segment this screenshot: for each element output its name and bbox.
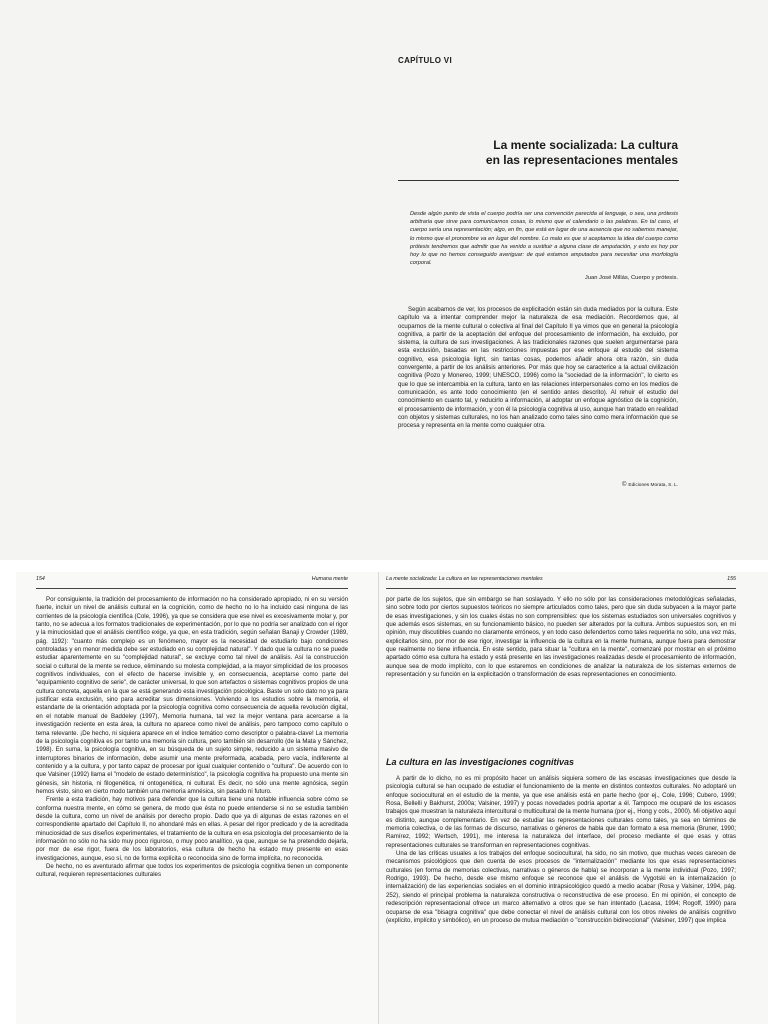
right-paragraph-2: A partir de lo dicho, no es mi propósito hacer un análisis siquiera somero de las escasas investigaciones que desde la psicología cultural se han ocupado de estudiar el funcionamiento de la mente en distintos contextos culturales. No adoptaré un enfoque sociocultural en el estudio de la mente, ya que ese análisis está en parte hecho (por ej., Cole, 1996; Cubero, 1999; Rosa, Bellelli y Bakhurst, 2000a; Valsiner, 1997) y pocas novedades podría aportar a él. Tampoco me ocuparé de los escasos trabajos que muestran la naturaleza intercultural o multicultural de la mente humana (por ej., Hong y cols., 2000). Mi objetivo aquí es distinto, aunque complementario. En vez de estudiar las representaciones culturales como tales, ya sea en términos de memoria colectiva, o de las formas de discurso, narrativas o géneros de habla que dan formato a esa memoria (Bruner, 1990; Ramírez, 1992; Wertsch, 1991), me interesa la naturaleza del interface, del proceso mediante el que esas y otras representaciones culturales se transforman en representaciones cognitivas. bbox=[386, 775, 736, 849]
publisher-mark bbox=[608, 482, 678, 488]
chapter-title bbox=[440, 138, 678, 168]
right-head-rule bbox=[386, 588, 736, 589]
right-page-body-bottom bbox=[386, 775, 736, 925]
right-paragraph-1: por parte de los sujetos, que sin embargo se han soslayado. Y ello no sólo por las consideraciones metodológicas señaladas, sino sobre todo por ciertos supuestos teóricos no siempre articulados como tales, pero que sin duda subyacen a la mayor parte de esas investigaciones, y sin los cuales éstas no son comprensibles: que los sistemas estudiados son universales cognitivos y que además esos sistemas, en su funcionamiento básico, no pueden ser alterados por la cultura. Ambos supuestos son, en mi opinión, muy discutibles cuando no claramente erróneos, y en todo caso defendertos como tales requerirla no sólo, una vez más, explicitarlos sino, por mor de ese rigor, investigar la influencia de la cultura en la mente humana, aunque fuera para demostrar que realmente no tiene influencia. En este sentido, para situar la "cultura en la mente", comenzaré por mostrar en el próximo apartado cómo esa cultura ha estado y está presente en las investigaciones realizadas desde el procesamiento de información, aunque sea de modo implícito, con lo que estaremos en condiciones de analizar la naturaleza de los sistemas externos de representación y su función en la explicitación o transformación de esas representaciones en conocimiento. bbox=[386, 596, 736, 679]
copyright-icon: © bbox=[621, 482, 627, 488]
left-page-number: 154 bbox=[36, 576, 45, 582]
epigraph-attribution: Juan José Millás, Cuerpo y prótesis. bbox=[584, 275, 678, 281]
page-gap bbox=[0, 560, 768, 572]
left-paragraph-3: De hecho, no es aventurado afirmar que todos los experimentos de psicología cognitiva tienen un componente cultural, requieren representaciones culturales bbox=[36, 863, 348, 879]
chapter-title-line-1: La mente socializada: La cultura bbox=[493, 138, 678, 152]
title-rule bbox=[398, 180, 679, 181]
left-paragraph-2: Frente a esta tradición, hay motivos para defender que la cultura tiene una notable influencia sobre cómo se conforma nuestra mente, en cómo se genera, de modo que ésta no puede entenderse si no se estudia también desde la cultura, como un nivel de análisis por derecho propio. Dado que ya di algunas de estas razones en el correspondiente apartado del Capítulo II, no ahondaré más en ellas. A pesar del rigor predicado y de la acreditada minuciosidad de sus diseños experimentales, el tratamiento de la cultura en esa psicología del procesamiento de la información no sólo no ha sido muy poco riguroso, o muy poco analítico, ya que, aunque se ha pretendido dejarla, por mor de ese rigor, fuera de los laboratorios, esa cultura de hecho ha estado muy presente en esas investigaciones, aunque, eso sí, no de forma explícita o reconocida sino de forma implícita, no reconocida. bbox=[36, 796, 348, 862]
left-paragraph-1: Por consiguiente, la tradición del procesamiento de información no ha considerado apropiado, ni en su versión fuerte, incluir un nivel de análisis cultural en la cognición, como de hecho no lo ha incluido casi ninguna de las corrientes de la psicología científica (Cole, 1996), ya que se considera que ese nivel es excesivamente molar y, por tanto, no se adecua a los formatos tradicionales de experimentación, por lo que no podría ser analizado con el rigor y la minuciosidad que el análisis científico exige, ya que, en esta tradición, según señalan Banaji y Crowder (1989, pág. 1192): "cuanto más complejo es un fenómeno, mayor es la necesidad de estudiarlo bajo condiciones controladas y en menor medida debe ser estudiado en su complejidad natural". Y dado que la cultura no se puede estudiar aparentemente en su "complejidad natural", se excluye como tal nivel de análisis. Así la construcción social o cultural de la mente se reduce, eliminando su molesta complejidad, a la mayor simplicidad de los procesos cognitivos individuales, con el efecto de hacerse invisible y, en consecuencia, aceptarse como parte del "equipamiento cognitivo de serie", de carácter universal, lo que son artefactos o sistemas cognitivos propios de una cultura concreta, aquella en la que se está generando esta investigación psicológica. Baste un solo dato no ya para justificar esta exclusión, sino para acreditar sus dimensiones. Volviendo a los estudios sobre la memoria, el estandarte de la orientación adoptada por la psicología cognitiva como consecuencia de aquella revolución digital, en el notable manual de Baddeley (1997), Memoria humana, tal vez la mejor ventana para acercarse a la investigación reciente en esta área, la cultura no aparece como nivel de análisis, pero tampoco como capítulo o tema relevante. ¡De hecho, ni siquiera aparece en el índice temático como descriptor o palabra-clave! La memoria de la psicología cognitiva es por tanto una memoria sin cultura, pero también sin desarrollo (de la Mata y Sánchez, 1998). En suma, la psicología cognitiva, en su búsqueda de un sujeto simple, reducido a un sistema masivo de interruptores binarios de información, debe asumir una mente preformada, acabada, pero vacía, indiferente al contenido y a la cultura, y por tanto capaz de procesar por igual cualquier contenido o "cultura". De acuerdo con lo que Valsiner (1992) llama el "modelo de estado determinístico", la psicología cognitiva ha propuesto una mente sin génesis, sin historia, ni filogenética, ni ontogenética, ni cultural. Es decir, no sólo una mente agnósica, según hemos visto, sino en cierto modo también una memoria amnésica, sin pasado ni futuro. bbox=[36, 596, 348, 795]
publisher-name: Ediciones Morata, S. L. bbox=[628, 483, 678, 488]
epigraph: Desde algún punto de vista el cuerpo podría ser una convención parecida al lenguaje, o sea, una prótesis arbitraria que sirve para comunicarnos cosas, lo mismo que el calendario o las palabras. En tal caso, el cuerpo sería una representación; algo, en fin, que está en lugar de una ausencia que no sabemos manejar, lo mismo que el pronombre va en lugar del nombre. Lo malo es que si aceptamos la idea del cuerpo como prótesis tendremos que admitir que ha venido a sustituir a alguna clase de amputación, y esto es hoy por hoy lo que no hemos conseguido averiguar: de qué estamos amputados para necesitar una morfología corporal. bbox=[410, 211, 678, 267]
chapter-title-line-2: en las representaciones mentales bbox=[485, 153, 678, 167]
right-page-body-top bbox=[386, 596, 736, 679]
right-page-number: 155 bbox=[727, 576, 736, 582]
section-heading: La cultura en las investigaciones cognitivas bbox=[386, 757, 575, 767]
left-page-body bbox=[36, 596, 348, 880]
left-head-rule bbox=[36, 588, 348, 589]
right-running-head: La mente socializada: La cultura en las representaciones mentales bbox=[386, 576, 543, 582]
chapter-label: CAPÍTULO VI bbox=[398, 56, 452, 65]
intro-paragraph: Según acabamos de ver, los procesos de explicitación están sin duda mediados por la cultura. Este capítulo va a intentar comprender mejor la naturaleza de esa mediación. Recordemos que, al ocuparnos de la mente cultural o colectiva al final del Capítulo II ya vimos que en general la psicología cognitiva, a partir de la aceptación del enfoque del procesamiento de información, ha excluido, por sistema, la cultura de sus investigaciones. A las tradicionales razones que suelen argumentarse para esta exclusión, basadas en las restricciones impuestas por ese enfoque al estudio del sistema cognitivo, esa psicología light, sin tantas cosas, podemos añadir ahora otra razón, sin duda convergente, a partir de los análisis anteriores. Por más que hoy se caracterice a la actual civilización cognitiva (Pozo y Monereo, 1999; UNESCO, 1996) como la "sociedad de la información", lo cierto es que lo que se intercambia en la cultura, tanto en las relaciones interpersonales como en los medios de comunicación, es ante todo conocimiento (en el sentido antes descrito). Al rehuir el estudio del conocimiento en cuanto tal, y reducirlo a información, al adoptar un enfoque agnóstico de la cognición, el procesamiento de información, y con él la psicología cognitiva al uso, aunque han tratado en realidad con objetos y sistemas culturales, no los han analizado como tales sino como mera información que se procesa y representa en la mente como cualquier otra. bbox=[398, 306, 678, 430]
left-running-head: Humana mente bbox=[311, 576, 348, 582]
right-paragraph-3: Una de las críticas usuales a los trabajos del enfoque sociocultural, ha sido, no sin motivo, que muchas veces carecen de mecanismos psicológicos que den cuenta de esos procesos de "internalización" mediante los que esas representaciones culturales (en forma de memorias colectivas, narrativas o géneros de habla) se incorporan a la mente individual (Pozo, 1997; Rodrigo, 1993). De hecho, desde ese mismo enfoque se reconoce que el análisis de Vygotski en la internalización (o internalización) de las experiencias sociales en el dominio intrapsicológico quedó a medio acabar (Rosa y Valsiner, 1994, pág. 252), siendo el principal problema la naturaleza constructiva o reconstructiva de ese proceso. En mi opinión, el concepto de redescripción representacional ofrece un marco alternativo a otros que se han intentado (Lacasa, 1994; Rogoff, 1990) para ocuparse de esa "bisagra cognitiva" que debe conectar el nivel de análisis cultural con los otros niveles de análisis cognitivo (explícito, implícito y simbólico), en un proceso de mutua mediación o "construcción bidireccional" (Valsiner, 1997) que implica bbox=[386, 850, 736, 924]
